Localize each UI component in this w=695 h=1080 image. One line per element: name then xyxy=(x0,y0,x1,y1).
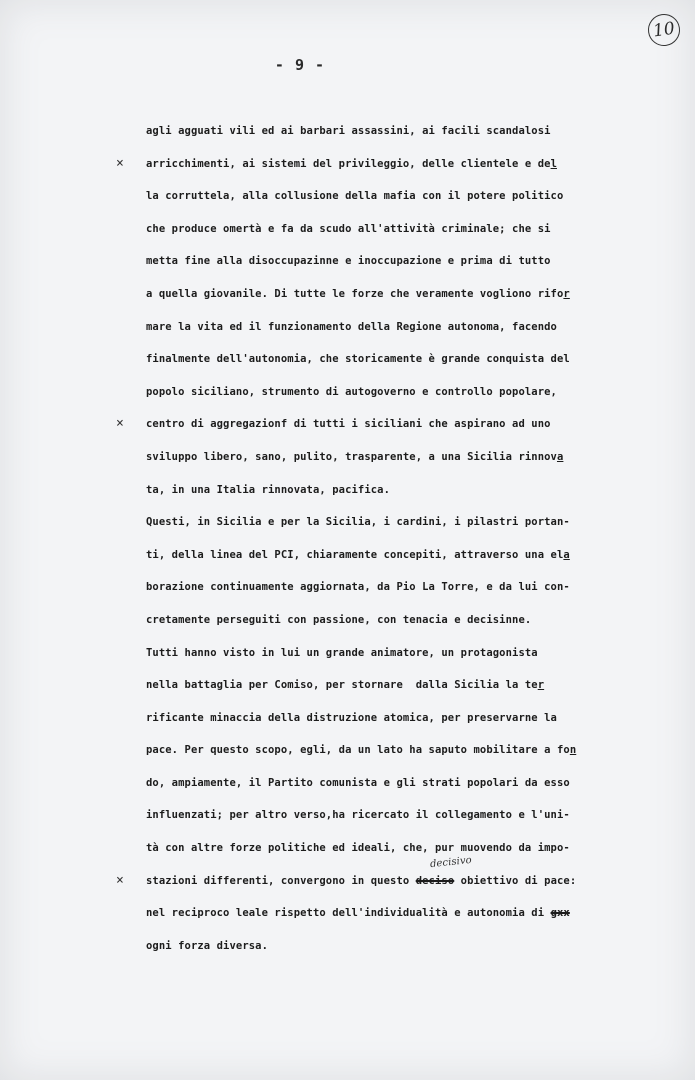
text-line: × centro di aggregazionf di tutti i siciliani che aspirano ad uno xyxy=(146,414,616,447)
text-line: influenzati; per altro verso,ha ricercato il collegamento e l'uni- xyxy=(146,809,570,822)
struck-word: deciso xyxy=(415,874,455,887)
text-line: ogni forza diversa. xyxy=(146,939,269,952)
page-number: - 9 - xyxy=(274,56,326,74)
text-line: ta, in una Italia rinnovata, pacifica. xyxy=(146,483,391,496)
text-line: do, ampiamente, il Partito comunista e gli strati popolari da esso xyxy=(146,776,570,789)
text-line: × arricchimenti, ai sistemi del privileggio, delle clientele e del xyxy=(146,154,616,187)
text-line: tà con altre forze politiche ed ideali, che, pur muovendo da impo- xyxy=(146,842,570,855)
struck-word: gxx xyxy=(550,907,570,920)
margin-mark: × xyxy=(116,416,124,432)
text-line: × decisivo stazioni differenti, convergono in questo deciso obiettivo di pace: xyxy=(146,871,616,904)
text-line: pace. Per questo scopo, egli, da un lato ha saputo mobilitare a fon xyxy=(146,744,577,757)
text-line: finalmente dell'autonomia, che storicamente è grande conquista del xyxy=(146,353,570,366)
text-line: la corruttela, alla collusione della mafia con il potere politico xyxy=(146,190,564,203)
body-text xyxy=(116,121,616,968)
text-line: che produce omertà e fa da scudo all'attività criminale; che si xyxy=(146,222,551,235)
text-line: mare la vita ed il funzionamento della Regione autonoma, facendo xyxy=(146,320,557,333)
text-line: Tutti hanno visto in lui un grande animatore, un protagonista xyxy=(146,646,538,659)
text-line: cretamente perseguiti con passione, con tenacia e decisinne. xyxy=(146,613,532,626)
text-line: popolo siciliano, strumento di autogoverno e controllo popolare, xyxy=(146,385,557,398)
handwritten-correction: decisivo xyxy=(429,854,473,870)
page-stamp: 10 xyxy=(646,12,682,48)
text-line: agli agguati vili ed ai barbari assassini, ai facili scandalosi xyxy=(146,125,551,137)
text-line: borazione continuamente aggiornata, da Pio La Torre, e da lui con- xyxy=(146,581,570,594)
text-line: ti, della linea del PCI, chiaramente concepiti, attraverso una ela xyxy=(146,548,570,561)
margin-mark: × xyxy=(116,155,124,171)
text-line: Questi, in Sicilia e per la Sicilia, i cardini, i pilastri portan- xyxy=(146,516,570,529)
text-line: sviluppo libero, sano, pulito, trasparente, a una Sicilia rinnova xyxy=(146,450,564,463)
text-line: a quella giovanile. Di tutte le forze che veramente vogliono rifor xyxy=(146,287,570,300)
text-line: nella battaglia per Comiso, per stornare dalla Sicilia la ter xyxy=(146,679,545,692)
margin-mark: × xyxy=(116,872,124,888)
text-line: metta fine alla disoccupazinne e inoccupazione e prima di tutto xyxy=(146,255,551,268)
text-line: nel reciproco leale rispetto dell'individualità e autonomia di gxx xyxy=(146,907,570,920)
text-line: rificante minaccia della distruzione atomica, per preservarne la xyxy=(146,711,557,724)
